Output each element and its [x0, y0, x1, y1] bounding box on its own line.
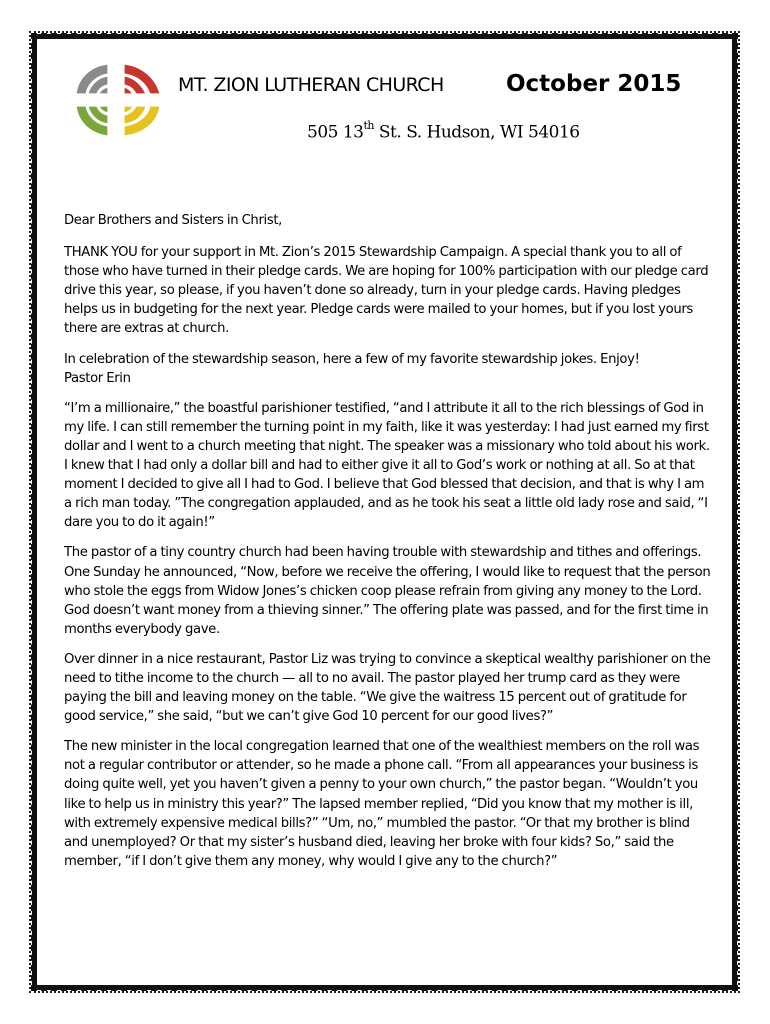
paragraph-joke-millionaire: “I’m a millionaire,” the boastful parishioner testified, “and I attribute it all to the rich blessings of God in my life. I can still remember the turning point in my faith, like it was yesterday: I had just earned my first dollar and I went to a church meeting that night. The speaker was a missionary who told about his work. I knew that I had only a dollar bill and had to either give it all to God’s work or nothing at all. So at that moment I decided to give all I had to God. I believe that God blessed that decision, and that is why I am a rich man today. ”The congregation applauded, and as he took his seat a little old lady rose and said, “I dare you to do it again!”: [64, 400, 710, 531]
salutation: Dear Brothers and Sisters in Christ,: [64, 213, 283, 228]
paragraph-joke-restaurant: Over dinner in a nice restaurant, Pastor Liz was trying to convince a skeptical wealthy parishioner on the need to tithe income to the church — all to no avail. The pastor played her trump card as they were paying the bill and leaving money on the table. “We give the waitress 15 percent out of gratitude for good service,” she said, “but we can’t give God 10 percent for our good lives?”: [64, 651, 711, 725]
paragraph-intro-jokes: [64, 350, 714, 388]
paragraph-thank-you: THANK YOU for your support in Mt. Zion’s 2015 Stewardship Campaign. A special thank you to all of those who have turned in their pledge cards. We are hoping for 100% participation with our pledge card drive this year, so please, if you haven’t done so already, turn in your pledge cards. Having pledges helps us in budgeting for the next year. Pledge cards were mailed to your homes, but if you lost yours there are extras at church.: [64, 245, 709, 337]
letter-body: [64, 211, 714, 882]
address-ordinal: th: [363, 119, 374, 132]
issue-date: October 2015: [506, 71, 682, 97]
address-street-number: 505 13: [307, 122, 364, 143]
church-name: MT. ZION LUTHERAN CHURCH: [178, 74, 444, 96]
paragraph-joke-eggs: The pastor of a tiny country church had been having trouble with stewardship and tithes and offerings. One Sunday he announced, “Now, before we receive the offering, I would like to request that the person who stole the eggs from Widow Jones’s chicken coop please refrain from giving any money to the Lord. God doesn’t want money from a thieving sinner.” The offering plate was passed, and for the first time in months everybody gave.: [64, 545, 711, 637]
intro-text: In celebration of the stewardship season, here a few of my favorite stewardship jokes. Enjoy!: [64, 351, 640, 367]
church-address: [307, 121, 580, 143]
address-rest: St. S. Hudson, WI 54016: [374, 122, 580, 143]
paragraph-joke-new-minister: The new minister in the local congregation learned that one of the wealthiest members on the roll was not a regular contributor or attender, so he made a phone call. “From all appearances your business is doing quite well, yet you haven’t given a penny to your own church,” the pastor began. “Wouldn’t you like to help us in ministry this year?” The lapsed member replied, “Did you know that my mother is ill, with extremely expensive medical bills?” “Um, no,” mumbled the pastor. “Or that my brother is blind and unemployed? Or that my sister’s husband died, leaving her broke with four kids? So,” said the member, “if I don’t give them any money, why would I give any to the church?”: [64, 739, 700, 869]
signature: Pastor Erin: [64, 370, 131, 386]
church-cross-logo-icon: [68, 60, 170, 140]
